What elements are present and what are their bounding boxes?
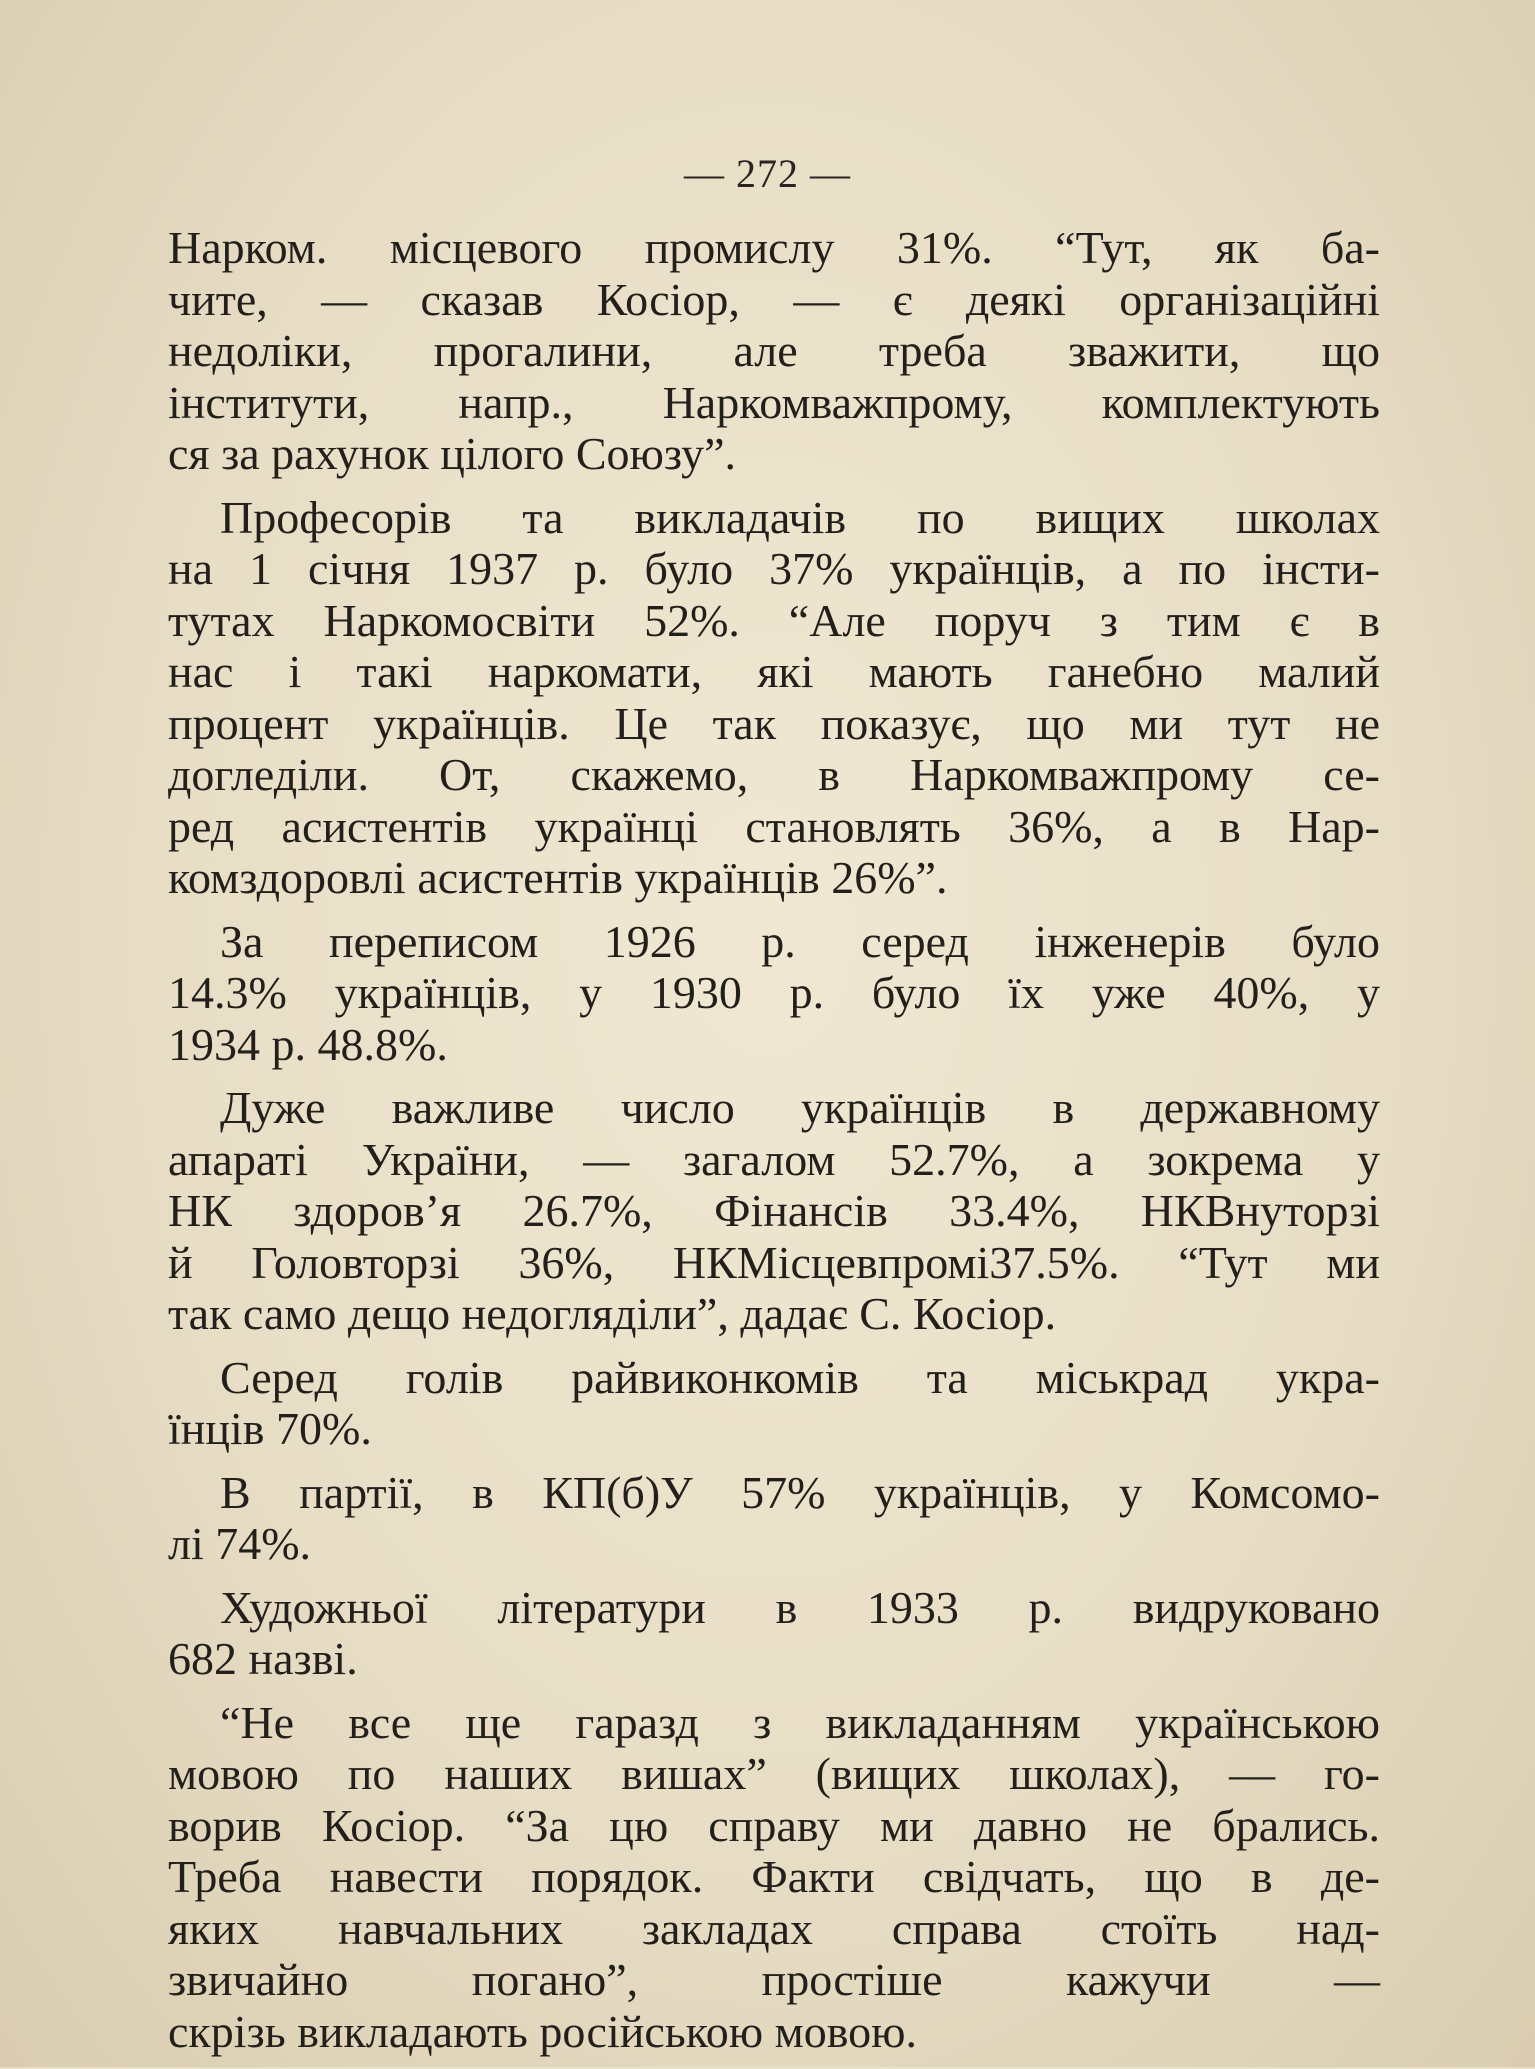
text-line: лі 74%. [168,1518,312,1569]
text-line: нас і такі наркомати, які мають ганебно малий [168,646,1380,697]
text-line: За переписом 1926 р. серед інженерів було [220,915,1380,967]
paragraph [168,492,1380,904]
text-line: інститути, напр., Наркомважпрому, комплектують [168,376,1380,428]
text-line: 682 назві. [168,1633,358,1684]
text-line: апараті України, — загалом 52.7%, а зокрема у [168,1133,1380,1185]
text-line: догледіли. От, скажемо, в Наркомважпрому се- [168,749,1380,800]
text-line: Треба навести порядок. Факти свідчать, що в де- [168,1851,1380,1902]
text-line: процент українців. Це так показує, що ми тут не [168,697,1380,749]
text-line: й Головторзі 36%, НКМісцевпромі37.5%. “Тут ми [168,1236,1380,1288]
page-number: — 272 — [684,151,851,196]
text-line: Дуже важливе число українців в державному [220,1082,1380,1133]
text-line: мовою по наших вишах” (вищих школах), — го- [168,1748,1380,1799]
paragraph [168,222,1380,480]
text-line: ся за рахунок цілого Союзу”. [168,428,737,479]
text-line: скрізь викладають російською мовою. [168,2005,918,2057]
body-text [168,222,1380,2069]
text-line: ред асистентів українці становлять 36%, а в Нар- [168,800,1380,852]
text-line: яких навчальних закладах справа стоїть над- [168,1902,1380,1954]
paragraph [168,1582,1380,1685]
text-line: недоліки, прогалини, але треба зважити, що [168,325,1380,376]
text-line: “Не все ще гаразд з викладанням українською [220,1696,1380,1748]
text-line: Серед голів райвиконкомів та міськрад укра- [220,1351,1380,1403]
text-line: 1934 р. 48.8%. [168,1018,448,1070]
paragraph [168,916,1380,1071]
paragraph [168,1697,1380,2058]
text-line: Художньої літератури в 1933 р. видруковано [220,1581,1380,1633]
text-line: 14.3% українців, у 1930 р. було їх уже 40%, у [168,967,1380,1018]
text-line: їнців 70%. [168,1403,372,1454]
text-line: ворив Косіор. “За цю справу ми давно не брались. [168,1799,1380,1851]
text-line: на 1 січня 1937 р. було 37% українців, а по інсти- [168,543,1380,594]
text-line: Нарком. місцевого промислу 31%. “Тут, як ба- [168,222,1380,273]
text-line: тутах Наркомосвіти 52%. “Але поруч з тим є в [168,594,1380,646]
text-line: НК здоров’я 26.7%, Фінансів 33.4%, НКВнуторзі [168,1185,1380,1236]
text-line: чите, — сказав Косіор, — є деякі організаційні [168,273,1380,325]
text-line: звичайно погано”, простіше кажучи — [168,1954,1380,2005]
text-line: Професорів та викладачів по вищих школах [220,491,1380,543]
text-line: комздоровлі асистентів українців 26%”. [168,852,948,903]
text-line: так само дещо недогляділи”, дадає С. Косіор. [168,1288,1057,1339]
paragraph [168,1467,1380,1570]
paragraph [168,1352,1380,1455]
paragraph [168,1082,1380,1340]
text-line: В партії, в КП(б)У 57% українців, у Комсомо- [220,1466,1380,1518]
